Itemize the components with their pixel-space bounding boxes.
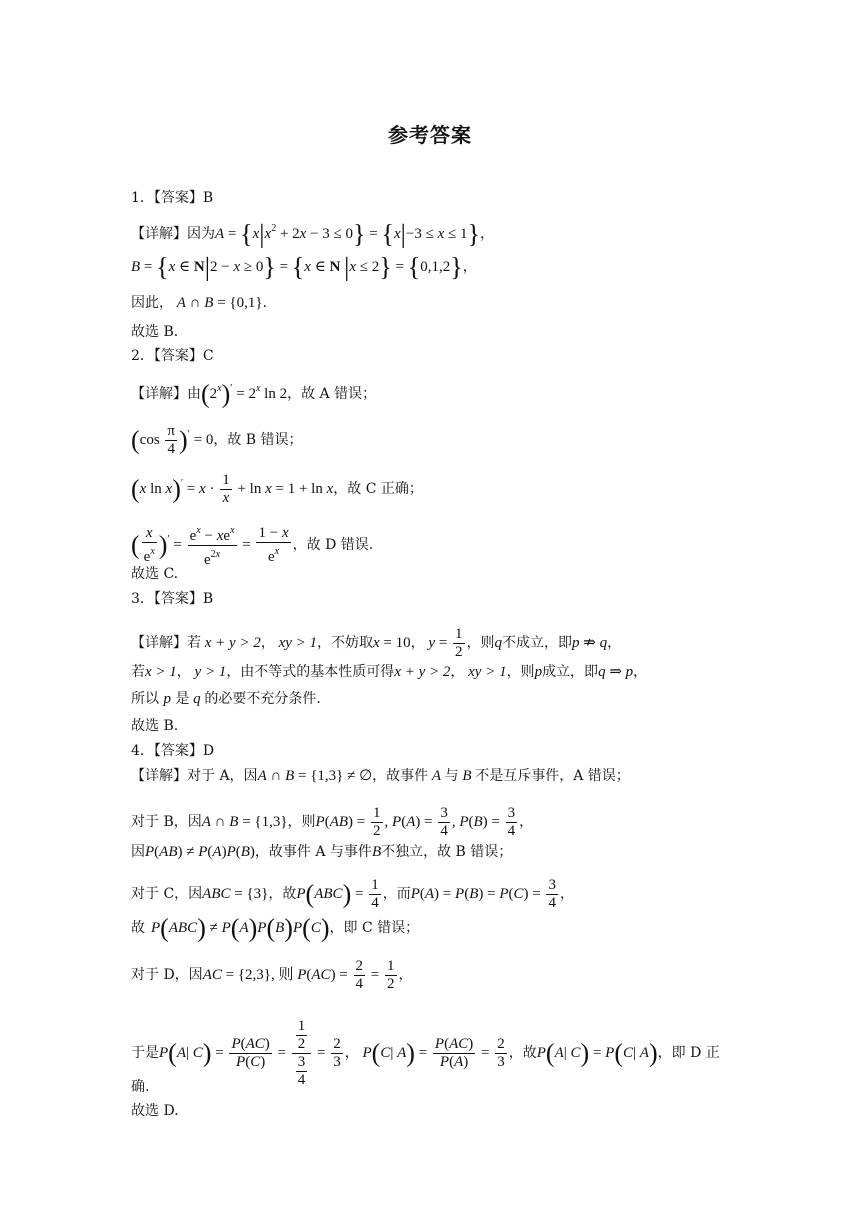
q4-detail-line5: 故 P(ABC) ≠ P(A)P(B)P(C)，即 C 错误；	[131, 913, 420, 943]
q3-answer: 3．【答案】B	[131, 591, 214, 607]
q2-option-d: ( $\frac{x}{e^x}$ )′ = $\frac{e^x - xe^x}{e^{2x}}$ = $\frac{1 - x}{e^x}$ ，故 D 错误.	[131, 522, 373, 569]
q1-detail-line2: B = {x ∈ N|2 − x ≥ 0} = {x ∈ N |x ≤ 2} = {0,1,2}，	[131, 252, 477, 282]
q4-detail-line1: 【详解】对于 A，因A ∩ B = {1,3} ≠ ∅，故事件 A 与 B 不是互斥事件，A 错误；	[131, 768, 630, 784]
q4-answer: 4．【答案】D	[131, 743, 215, 759]
q3-detail-line2: 若x > 1， y > 1，由不等式的基本性质可得x + y > 2， xy > 1，则p成立，即q ⇒ p，	[131, 664, 648, 680]
q2-option-c: (x ln x)′ = x · $\frac{1}{x}$ + ln x = 1 + ln x，故 C 正确；	[131, 472, 423, 506]
q1-conclusion: 故选 B.	[131, 324, 179, 340]
q2-answer: 2．【答案】C	[131, 348, 214, 364]
q4-detail-line3: 因P(AB) ≠ P(A)P(B)，故事件 A 与事件B不独立，故 B 错误；	[131, 844, 513, 860]
q4-detail-line4: 对于 C，因ABC = {3}，故P(ABC) = $\frac{1}{4}$ ，而P(A) = P(B) = P(C) = $\frac{3}{4}$ ，	[131, 877, 574, 911]
q4-detail-line2: 对于 B，因A ∩ B = {1,3}，则P(AB) = $\frac{1}{2}$ , P(A) = $\frac{3}{4}$ , P(B) = $\frac{3}{4}$ ，	[131, 805, 534, 839]
q2-option-a: 【详解】由$(2^x)' = 2^x$ ln 2，故 A 错误；	[131, 379, 377, 409]
q2-option-b: (cos $\frac{\pi}{4}$ )′ = 0，故 B 错误；	[131, 423, 303, 457]
page-title: 参考答案	[388, 123, 472, 147]
q4-detail-line6: 对于 D，因AC = {2,3}, 则 P(AC) = $\frac{2}{4}$ = $\frac{1}{2}$ ，	[131, 958, 413, 992]
q1-detail-line1: 【详解】因为$A = \{x|x^2 + 2x - 3 \le 0\} = \{x|-3 \le x \le 1\}$，	[131, 219, 494, 249]
q1-detail-line3: 因此， A ∩ B = {0,1}.	[131, 295, 267, 311]
q3-detail-line1: 【详解】若 x + y > 2， xy > 1，不妨取x = 10， y = $\frac{1}{2}$ ，则q不成立，即p ⇏ q，	[131, 626, 622, 660]
q3-detail-line3: 所以 p 是 q 的必要不充分条件.	[131, 691, 321, 707]
q3-conclusion: 故选 B.	[131, 718, 179, 734]
q4-detail-line8: 确.	[131, 1079, 150, 1095]
q2-conclusion: 故选 C.	[131, 566, 179, 582]
q4-detail-line7: 于是P(A| C) = $\frac{P(AC)}{P(C)}$ = $\frac{\frac{1}{2}}{\frac{3}{4}}$ = $\frac{2}{3}$ ， P(C| A) = $\frac{P(AC)}{P(A)}$ = $\frac{2}{3}$ ，故P(A| C) = P(C| A)，即 D 正	[131, 1018, 720, 1088]
q4-conclusion: 故选 D.	[131, 1103, 179, 1119]
q1-answer: 1．【答案】B	[131, 190, 214, 206]
